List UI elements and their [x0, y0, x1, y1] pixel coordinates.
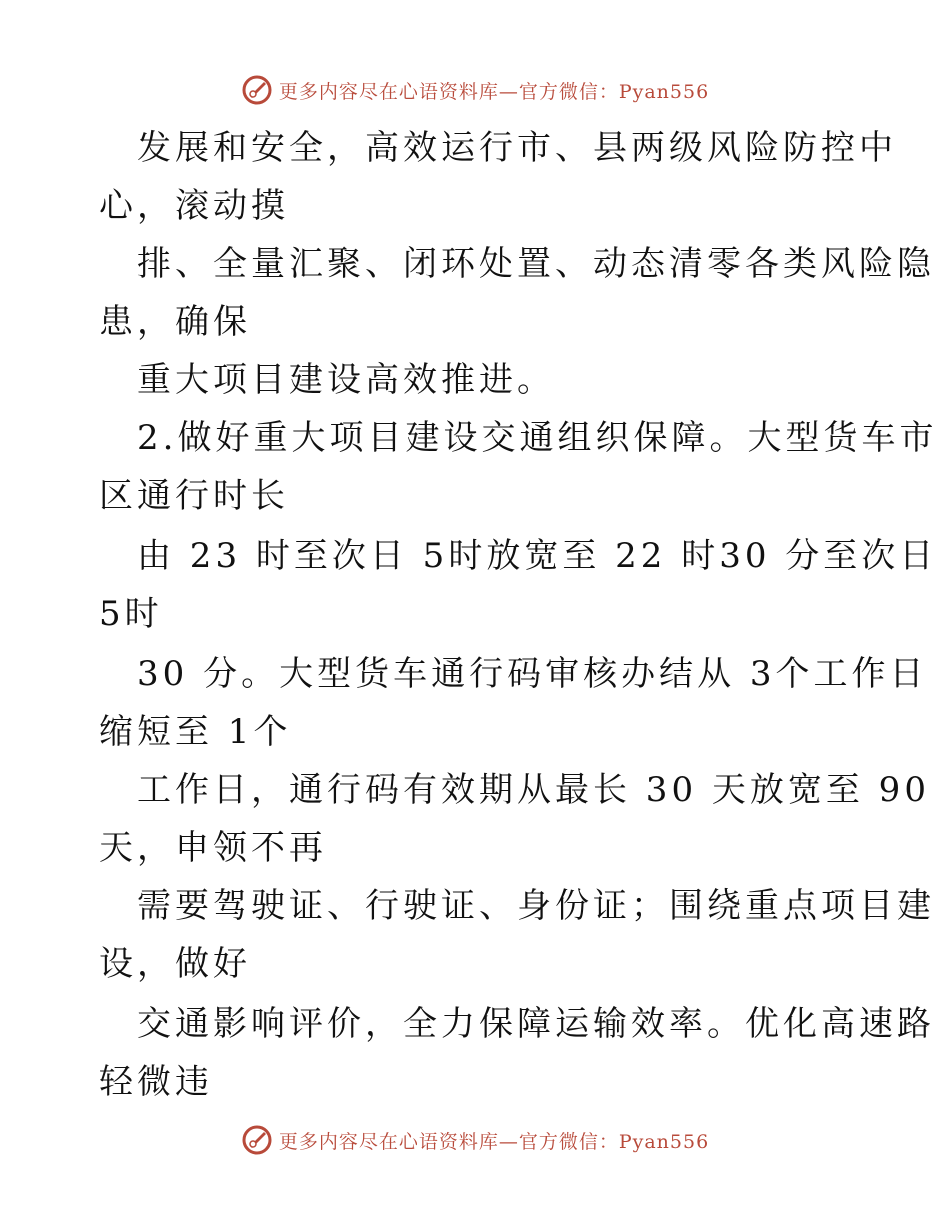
logo-icon: [241, 74, 273, 106]
text-line: 交通影响评价，全力保障运输效率。优化高速路: [137, 1004, 935, 1044]
text-line: 发展和安全，高效运行市、县两级风险防控中: [137, 128, 897, 168]
text-line: 患，确保: [99, 302, 251, 342]
logo-icon: [241, 1124, 273, 1156]
text-line: 由 23 时至次日 5时放宽至 22 时30 分至次日: [137, 536, 938, 576]
text-line: 重大项目建设高效推进。: [137, 360, 555, 400]
text-line: 缩短至 1个: [99, 712, 292, 752]
watermark-text: 更多内容尽在心语资料库—官方微信：Pyan556: [278, 1130, 710, 1153]
text-line: 轻微违: [99, 1062, 213, 1102]
text-line: 5时: [99, 594, 163, 634]
text-line: 排、全量汇聚、闭环处置、动态清零各类风险隐: [137, 244, 935, 284]
text-line: 30 分。大型货车通行码审核办结从 3个工作日: [137, 654, 928, 694]
header-watermark: [0, 70, 950, 110]
text-line: 区通行时长: [99, 476, 289, 516]
watermark-text: 更多内容尽在心语资料库—官方微信：Pyan556: [278, 80, 710, 103]
text-line: 工作日，通行码有效期从最长 30 天放宽至 90: [137, 770, 930, 810]
footer-watermark: [0, 1120, 950, 1160]
text-line: 心，滚动摸: [99, 186, 289, 226]
text-line: 2.做好重大项目建设交通组织保障。大型货车市: [137, 418, 938, 458]
text-line: 需要驾驶证、行驶证、身份证；围绕重点项目建: [137, 886, 935, 926]
text-line: 设，做好: [99, 944, 251, 984]
text-line: 天，申领不再: [99, 828, 327, 868]
